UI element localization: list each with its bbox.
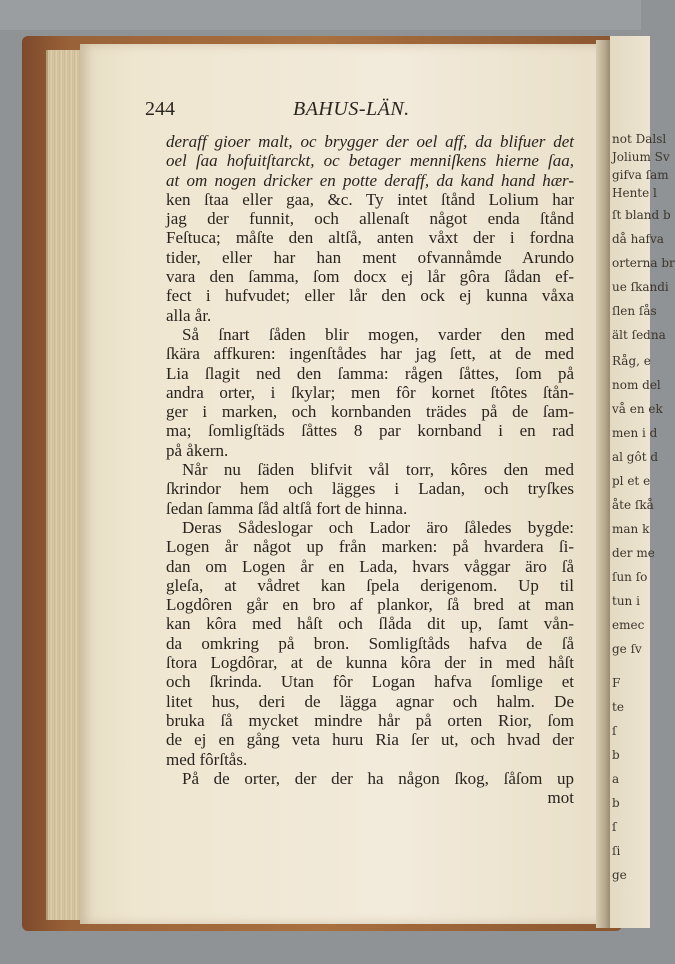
text-line: Feſtuca; måſte den altſå, anten våxt der i fordna <box>166 228 574 248</box>
text-line: ſedan ſamma ſåd altſå fort de hinna. <box>166 498 408 518</box>
text-line: ſkrindor hem och lägges i Ladan, och tryſkes <box>166 479 574 499</box>
text-line: fect i hufvudet; eller lår den ock ej kunna våxa <box>166 286 574 306</box>
right-page-fragment: ſ <box>612 724 617 738</box>
right-page-fragment: Jolium Sv <box>612 150 670 164</box>
right-page-fragment: ſun ſo <box>612 570 648 584</box>
right-page-fragment: b <box>612 796 620 810</box>
page-edges <box>46 50 84 920</box>
text-line: Deras Sådeslogar och Lador äro ſåledes bygde: <box>182 517 574 537</box>
right-page-fragment: tun i <box>612 594 640 608</box>
text-line: Så ſnart ſåden blir mogen, varder den med <box>182 324 574 344</box>
text-line: jag der funnit, och allenaſt något enda ſtånd <box>166 209 574 229</box>
book-page-right <box>610 36 675 928</box>
text-line: gleſa, at vådret kan ſpela derigenom. Up til <box>166 575 574 595</box>
right-page-fragment: ſ <box>612 820 617 834</box>
right-page-fragment: a <box>612 772 620 786</box>
right-page-fragment: ſlen ſås <box>612 304 657 318</box>
page-header <box>145 98 575 124</box>
right-page-fragment: ſi <box>612 844 621 858</box>
catchword: mot <box>547 788 574 808</box>
text-line: deraff gioer malt, oc brygger der oel aff, da blifuer det <box>166 132 574 151</box>
text-line: at om nogen dricker en potte deraff, da kand hand hær- <box>166 170 574 190</box>
text-line: ken ſtaa eller gaa, &c. Ty intet ſtånd Lolium har <box>166 189 574 209</box>
right-page-fragment: man k <box>612 522 650 536</box>
right-page-fragment: F <box>612 676 621 690</box>
text-line: kan kôra med håſt och ſlåda dit up, ſamt vån- <box>166 614 574 634</box>
text-line: da omkring på bron. Somligſtåds hafva de ſå <box>166 633 574 653</box>
text-line: tider, eller har han ment ofvannåmde Arundo <box>166 247 574 267</box>
text-line: på åkern. <box>166 440 229 460</box>
text-line: andra orter, i ſkylar; men fôr kornet ſtôtes ſtån- <box>166 382 574 402</box>
right-page-fragment: vå en ek <box>612 402 663 416</box>
text-line: Logen år något up från marken: på hvardera ſi- <box>166 537 574 557</box>
right-page-fragment: pl et e <box>612 474 651 488</box>
text-line: ger i marken, och kornbanden trädes på de ſam- <box>166 402 574 422</box>
text-line: alla år. <box>166 305 212 325</box>
text-line: och ſkrinda. Utan fôr Logan hafva ſomlige et <box>166 672 574 692</box>
right-page-fragment: not Dalsl <box>612 132 667 146</box>
right-page-fragment: der me <box>612 546 655 560</box>
text-line: Lia ſlagit ned den ſamma: rågen ſåttes, ſom på <box>166 363 574 383</box>
text-line: ma; ſomligſtäds ſåttes 8 par kornband i en rad <box>166 421 574 441</box>
text-line: med fôrſtås. <box>166 749 248 769</box>
right-page-fragment: al gôt d <box>612 450 659 464</box>
text-line: dan om Logen år en Lada, hvars våggar äro ſå <box>166 556 574 576</box>
text-line: bruka ſå mycket mindre hår på orten Rior, ſom <box>166 710 574 730</box>
right-page-fragment: te <box>612 700 624 714</box>
right-page-fragment: Hente l <box>612 186 657 200</box>
right-page-fragment: nom del <box>612 378 661 392</box>
page-number: 244 <box>145 98 175 120</box>
text-line: oel ſaa hofuitſtarckt, oc betager menniſkens hierne ſaa, <box>166 151 574 171</box>
right-page-fragment: då hafva <box>612 232 664 246</box>
text-line: På de orter, der der ha någon ſkog, ſåſom up <box>182 768 574 788</box>
right-page-fragment: ue ſkandi <box>612 280 669 294</box>
text-line: vara den ſamma, ſom docx ej lår gôra ſådan ef- <box>166 267 574 287</box>
text-line: de ej en gång veta huru Ria ſer ut, och hvad der <box>166 730 574 750</box>
right-page-fragment: b <box>612 748 620 762</box>
right-page-fragment: Råg, e <box>612 354 651 368</box>
running-head: BAHUS-LÄN. <box>293 98 410 120</box>
text-line: ſtora Logdôrar, at de kunna kôra der in med håſt <box>166 653 574 673</box>
text-line: Når nu ſäden blifvit vål torr, kôres den med <box>182 460 574 480</box>
right-page-fragment: ält ſedna <box>612 328 666 342</box>
right-page-fragment: gifva ſam <box>612 168 669 182</box>
text-line: ſkära affkuren: ingenſtådes har jag ſett, at de med <box>166 344 574 364</box>
right-page-fragment: ſt bland b <box>612 208 671 222</box>
text-line: Logdôren går en bro af plankor, ſå bred at man <box>166 595 574 615</box>
right-page-fragment: ge ſv <box>612 642 642 656</box>
right-page-fragment: orterna br <box>612 256 675 270</box>
right-page-fragment: men i d <box>612 426 658 440</box>
text-line: litet hus, deri de lägga agnar och halm. De <box>166 691 574 711</box>
body-text <box>166 132 574 807</box>
right-page-fragment: ge <box>612 868 627 882</box>
right-page-fragment: emec <box>612 618 645 632</box>
right-page-fragment: åte ſkå <box>612 498 654 512</box>
background-top <box>0 0 641 30</box>
